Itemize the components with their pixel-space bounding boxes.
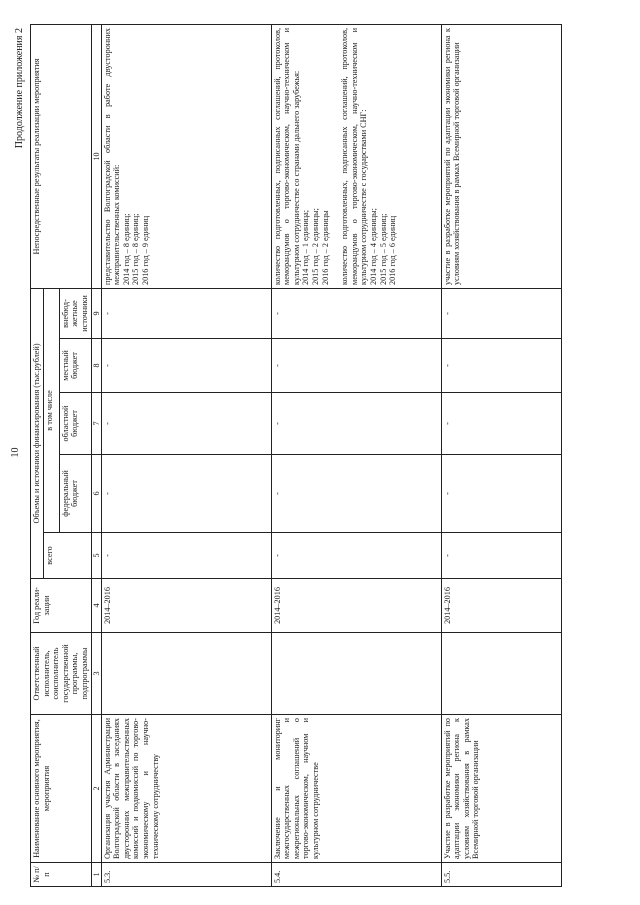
row-results bbox=[271, 24, 441, 288]
appendix-note: Продолжение приложения 2 bbox=[14, 28, 25, 149]
row-name: Заключение и мониторинг межгосударственных и межрегиональных соглашений о торгово-экономическом, научном и культурном сотрудничестве bbox=[271, 715, 441, 863]
row-local: - bbox=[441, 339, 561, 393]
column-number: 5 bbox=[91, 533, 101, 579]
result-block bbox=[273, 28, 331, 285]
row-federal: - bbox=[101, 455, 271, 533]
row-local: - bbox=[271, 339, 441, 393]
header-no: № п/п bbox=[31, 863, 92, 887]
column-number: 9 bbox=[91, 288, 101, 338]
column-number: 3 bbox=[91, 633, 101, 715]
row-total: - bbox=[441, 533, 561, 579]
header-responsible: Ответственный исполнитель, соисполнитель государственной программы, подпрограммы bbox=[31, 633, 92, 715]
result-text: количество подготовленных, подписанных соглашений, протоколов, меморандумов о торгово-экономическом, научно-техническом и культурном сотрудничестве со странами дальнего зарубежья: bbox=[272, 27, 301, 285]
result-line: 2014 год – 1 единица; bbox=[301, 209, 311, 285]
result-text: представительство Волгоградской области в работе двусторонних межправительственных комиссий: bbox=[102, 27, 122, 285]
header-local: местный бюджет bbox=[59, 339, 91, 393]
column-number: 1 bbox=[91, 863, 101, 887]
row-results bbox=[101, 24, 271, 288]
row-federal: - bbox=[271, 455, 441, 533]
result-line: 2015 год – 5 единиц; bbox=[378, 213, 388, 285]
result-block bbox=[443, 28, 462, 285]
result-text: количество подготовленных, подписанных соглашений, протоколов, меморандумов о торгово-экономическом, научно-техническом и культурном сотрудничестве с государствами СНГ: bbox=[340, 27, 369, 285]
column-number: 6 bbox=[91, 455, 101, 533]
header-name: Наименование основного мероприятия, мероприятия bbox=[31, 715, 92, 863]
header-total: всего bbox=[43, 533, 91, 579]
result-line: 2015 год – 8 единиц; bbox=[131, 213, 141, 285]
row-regional: - bbox=[101, 393, 271, 455]
row-extrabudget: - bbox=[101, 288, 271, 338]
table-row bbox=[441, 24, 561, 886]
page-number: 10 bbox=[10, 447, 21, 458]
row-total: - bbox=[101, 533, 271, 579]
header-in-that-number: в том числе bbox=[43, 288, 59, 532]
row-results bbox=[441, 24, 561, 288]
row-responsible bbox=[441, 633, 561, 715]
row-total: - bbox=[271, 533, 441, 579]
result-line: 2016 год – 2 единицы bbox=[320, 210, 330, 285]
row-no: 5.5. bbox=[441, 863, 561, 887]
row-name: Организация участия Администрации Волгоградской области в заседаниях двусторонних межправительственных комиссий и подкомиссий по торгово-экономическому и научно-техническому сотрудничеству bbox=[101, 715, 271, 863]
result-line: 2016 год – 6 единиц bbox=[388, 215, 398, 285]
header-federal: федеральный бюджет bbox=[59, 455, 91, 533]
header-row-1 bbox=[31, 24, 44, 886]
row-responsible bbox=[271, 633, 441, 715]
table-row bbox=[271, 24, 441, 886]
table-row bbox=[101, 24, 271, 886]
result-block bbox=[103, 28, 151, 285]
header-extrabudget: внебюд-жетные источники bbox=[59, 288, 91, 338]
row-year: 2014–2016 bbox=[101, 579, 271, 633]
row-extrabudget: - bbox=[441, 288, 561, 338]
column-numbers-row bbox=[91, 24, 101, 886]
result-line: 2014 год – 4 единицы; bbox=[368, 208, 378, 285]
column-number: 7 bbox=[91, 393, 101, 455]
row-local: - bbox=[101, 339, 271, 393]
program-table bbox=[30, 24, 562, 887]
column-number: 8 bbox=[91, 339, 101, 393]
row-no: 5.3. bbox=[101, 863, 271, 887]
header-regional: областной бюджет bbox=[59, 393, 91, 455]
column-number: 4 bbox=[91, 579, 101, 633]
row-year: 2014–2016 bbox=[441, 579, 561, 633]
header-year: Год реали-зации bbox=[31, 579, 92, 633]
row-responsible bbox=[101, 633, 271, 715]
result-line: 2014 год – 8 единиц; bbox=[121, 213, 131, 285]
column-number: 10 bbox=[91, 24, 101, 288]
result-block bbox=[340, 28, 398, 285]
row-year: 2014–2016 bbox=[271, 579, 441, 633]
row-name: Участие в разработке мероприятий по адаптации экономики региона к условиям хозяйствования в рамках Всемирной торговой организации bbox=[441, 715, 561, 863]
row-regional: - bbox=[271, 393, 441, 455]
row-federal: - bbox=[441, 455, 561, 533]
header-results: Непосредственные результаты реализации мероприятия bbox=[31, 24, 92, 288]
result-text: участие в разработке мероприятий по адаптации экономики региона к условиям хозяйствования в рамках Всемирной торговой организации bbox=[442, 27, 462, 285]
row-extrabudget: - bbox=[271, 288, 441, 338]
column-number: 2 bbox=[91, 715, 101, 863]
row-no: 5.4. bbox=[271, 863, 441, 887]
row-regional: - bbox=[441, 393, 561, 455]
header-financing: Объемы и источники финансирования (тыс.рублей) bbox=[31, 288, 44, 578]
result-line: 2016 год – 9 единиц bbox=[140, 215, 150, 285]
result-line: 2015 год – 2 единицы; bbox=[310, 208, 320, 285]
